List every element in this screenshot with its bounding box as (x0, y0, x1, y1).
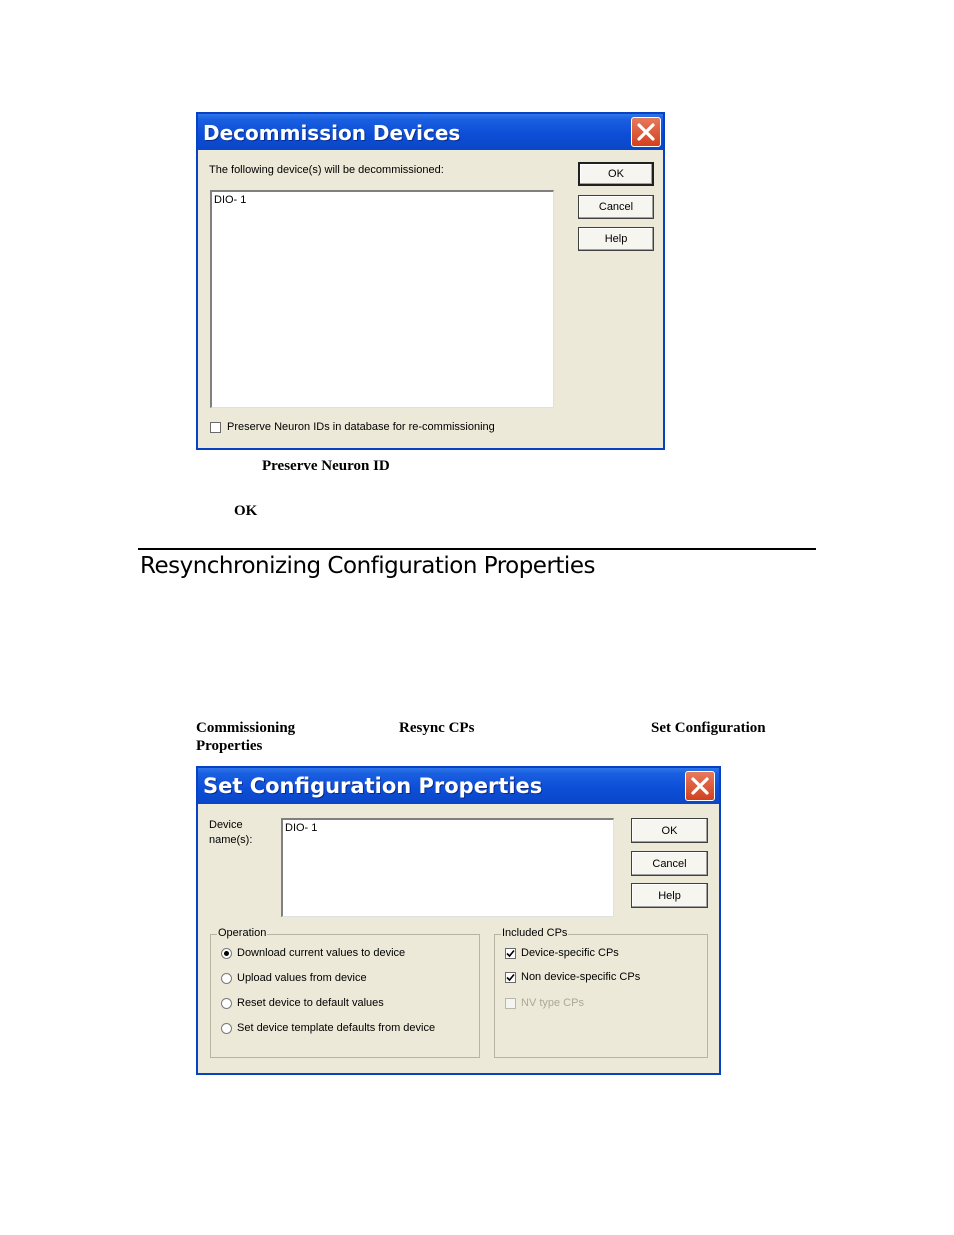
list-item[interactable]: DIO- 1 (214, 194, 247, 206)
checkbox-label-device-specific[interactable]: Device-specific CPs (521, 947, 619, 959)
caption-set-configuration: Set Configuration (651, 720, 766, 736)
close-icon (690, 776, 710, 796)
radio-label-set-template[interactable]: Set device template defaults from device (237, 1022, 436, 1034)
radio-label-upload[interactable]: Upload values from device (237, 972, 367, 984)
checkbox-non-device-specific-cps[interactable] (505, 972, 516, 983)
set-config-cancel-button[interactable]: Cancel (631, 851, 708, 876)
checkbox-nv-type-cps (505, 998, 516, 1009)
section-heading: Resynchronizing Configuration Properties (140, 553, 595, 579)
decommission-cancel-button[interactable]: Cancel (578, 195, 654, 219)
radio-upload-values[interactable] (221, 973, 232, 984)
decommission-ok-button[interactable]: OK (578, 162, 654, 186)
checkmark-icon (506, 973, 515, 982)
preserve-neuron-ids-label[interactable]: Preserve Neuron IDs in database for re-commissioning (227, 421, 495, 433)
set-config-ok-button[interactable]: OK (631, 818, 708, 843)
decommission-message: The following device(s) will be decommissioned: (209, 164, 444, 176)
included-cps-group-title: Included CPs (502, 927, 568, 939)
caption-resync-cps: Resync CPs (399, 720, 475, 736)
set-config-title: Set Configuration Properties (203, 774, 543, 798)
decommission-close-button[interactable] (631, 117, 661, 147)
caption-commissioning: Commissioning (196, 720, 296, 736)
radio-label-download[interactable]: Download current values to device (237, 947, 406, 959)
set-config-title-bar[interactable] (198, 768, 719, 804)
section-divider (138, 548, 816, 550)
checkbox-device-specific-cps[interactable] (505, 948, 516, 959)
operation-group-title: Operation (218, 927, 267, 939)
radio-set-template-defaults[interactable] (221, 1023, 232, 1034)
caption-preserve-neuron-id: Preserve Neuron ID (262, 458, 390, 474)
decommission-title-bar[interactable] (198, 114, 663, 150)
decommission-help-button[interactable]: Help (578, 227, 654, 251)
checkmark-icon (506, 949, 515, 958)
device-names-list[interactable] (281, 818, 614, 917)
device-names-label-2: name(s): (209, 834, 253, 846)
list-item[interactable]: DIO- 1 (285, 822, 318, 834)
caption-properties: Properties (196, 738, 263, 754)
close-icon (636, 122, 656, 142)
decommission-title: Decommission Devices (203, 121, 461, 145)
radio-reset-defaults[interactable] (221, 998, 232, 1009)
included-cps-group (494, 927, 708, 1058)
decommission-device-list[interactable] (210, 190, 554, 408)
operation-group (210, 927, 480, 1058)
radio-download-current-values[interactable] (221, 948, 232, 959)
checkbox-label-non-device-specific[interactable]: Non device-specific CPs (521, 971, 641, 983)
set-config-dialog (196, 766, 721, 1075)
device-names-label: Device (209, 819, 243, 831)
set-config-close-button[interactable] (685, 771, 715, 801)
decommission-dialog (196, 112, 665, 450)
caption-ok: OK (234, 503, 258, 519)
radio-label-reset[interactable]: Reset device to default values (237, 997, 384, 1009)
set-config-help-button[interactable]: Help (631, 883, 708, 908)
preserve-neuron-ids-checkbox[interactable] (210, 422, 221, 433)
checkbox-label-nv-type: NV type CPs (521, 997, 584, 1009)
